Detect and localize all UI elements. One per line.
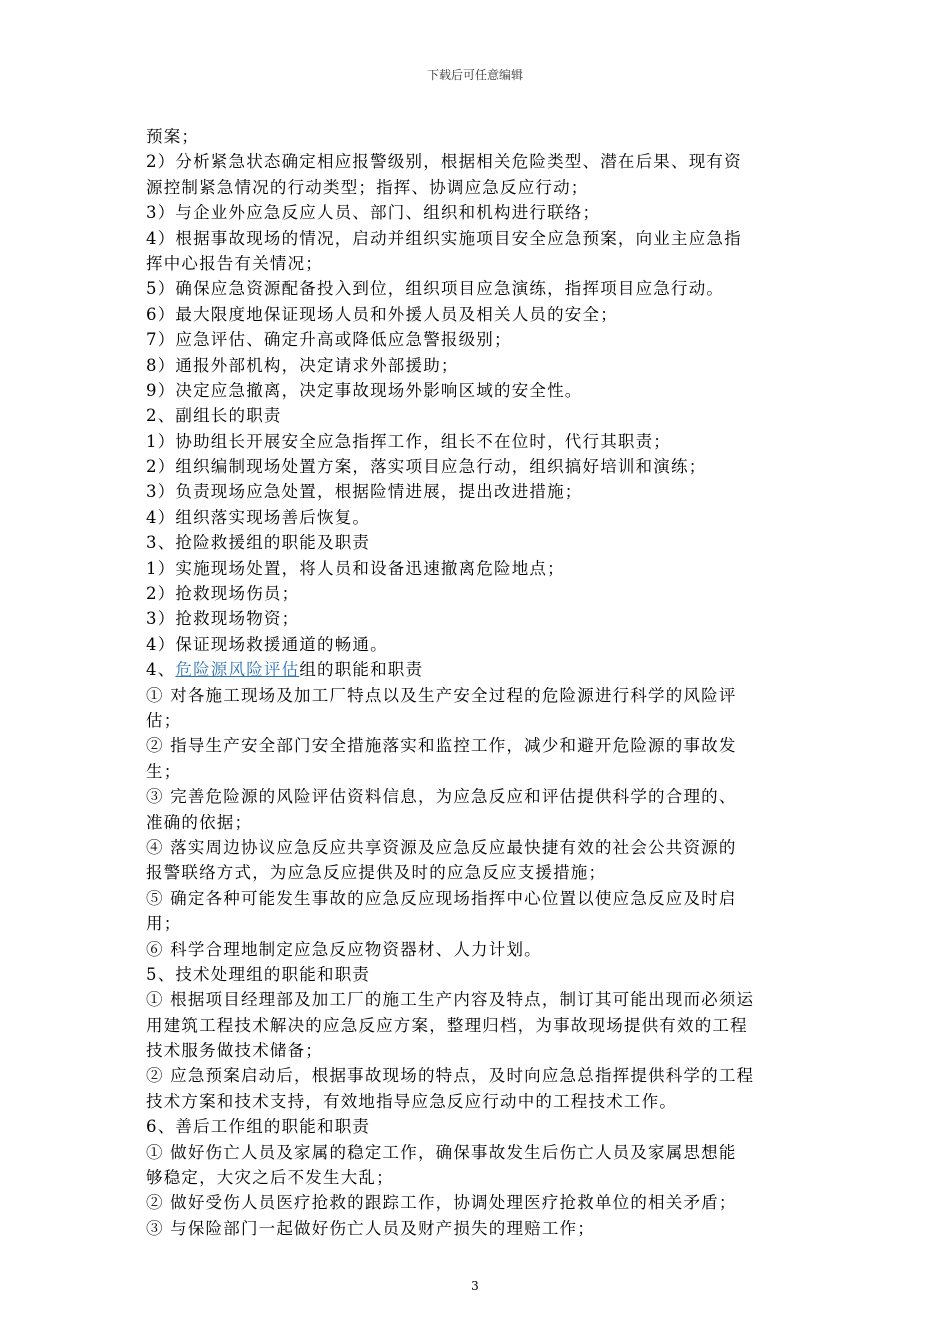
text-line: 技术服务做技术储备；: [146, 1041, 323, 1061]
text-line: 3）抢救现场物资；: [146, 609, 300, 629]
text-line: ① 做好伤亡人员及家属的稳定工作，确保事故发生后伤亡人员及家属思想能: [146, 1142, 737, 1162]
text-line: ② 指导生产安全部门安全措施落实和监控工作，减少和避开危险源的事故发: [146, 736, 737, 756]
text-line: 3）负责现场应急处置，根据险情进展，提出改进措施；: [146, 482, 583, 502]
text-line: ④ 落实周边协议应急反应共享资源及应急反应最快捷有效的社会公共资源的: [146, 837, 737, 857]
section-heading: 2、副组长的职责: [146, 406, 282, 426]
text-line: 用；: [146, 914, 182, 934]
text-line: ⑥ 科学合理地制定应急反应物资器材、人力计划。: [146, 939, 542, 959]
text-line: 2）抢救现场伤员；: [146, 584, 300, 604]
text-line: ① 根据项目经理部及加工厂的施工生产内容及特点，制订其可能出现而必须运: [146, 990, 755, 1010]
text-line: ① 对各施工现场及加工厂特点以及生产安全过程的危险源进行科学的风险评: [146, 685, 737, 705]
page-number: 3: [471, 1279, 479, 1293]
risk-assessment-link[interactable]: 危险源风险评估: [175, 660, 300, 680]
text-line: 1）实施现场处置，将人员和设备迅速撤离危险地点；: [146, 558, 565, 578]
section-heading: [146, 657, 810, 682]
text-line: 技术方案和技术支持，有效地指导应急反应行动中的工程技术工作。: [146, 1091, 677, 1111]
text-line: 4）保证现场救援通道的畅通。: [146, 634, 388, 654]
text-line: ⑤ 确定各种可能发生事故的应急反应现场指挥中心位置以使应急反应及时启: [146, 888, 737, 908]
text-line: 5）确保应急资源配备投入到位，组织项目应急演练，指挥项目应急行动。: [146, 279, 725, 299]
text-line: 1）协助组长开展安全应急指挥工作，组长不在位时，代行其职责；: [146, 431, 671, 451]
text-line: 6）最大限度地保证现场人员和外援人员及相关人员的安全；: [146, 304, 618, 324]
text-line: 4）组织落实现场善后恢复。: [146, 507, 371, 527]
text-line: 报警联络方式，为应急反应提供及时的应急反应支援措施；: [146, 863, 607, 883]
text-line: ③ 完善危险源的风险评估资料信息，为应急反应和评估提供科学的合理的、: [146, 787, 737, 807]
text-line: ② 应急预案启动后，根据事故现场的特点，及时向应急总指挥提供科学的工程: [146, 1066, 755, 1086]
text-line: ③ 与保险部门一起做好伤亡人员及财产损失的理赔工作；: [146, 1218, 595, 1238]
text-line: 挥中心报告有关情况；: [146, 253, 323, 273]
section-heading: 5、技术处理组的职能和职责: [146, 964, 371, 984]
text-line: 2）组织编制现场处置方案，落实项目应急行动，组织搞好培训和演练；: [146, 457, 707, 477]
text-line: ② 做好受伤人员医疗抢救的跟踪工作，协调处理医疗抢救单位的相关矛盾；: [146, 1193, 737, 1213]
text-line: 预案；: [146, 127, 200, 146]
text-line: 2）分析紧急状态确定相应报警级别，根据相关危险类型、潜在后果、现有资: [146, 152, 742, 172]
page-header: 下载后可任意编辑: [426, 68, 523, 82]
text-line: 9）决定应急撤离，决定事故现场外影响区域的安全性。: [146, 380, 583, 400]
section-heading: 3、抢险救援组的职能及职责: [146, 533, 371, 553]
text-line: 用建筑工程技术解决的应急反应方案，整理归档，为事故现场提供有效的工程: [146, 1015, 748, 1035]
text-line: 源控制紧急情况的行动类型；指挥、协调应急反应行动；: [146, 177, 589, 197]
text-line: 3）与企业外应急反应人员、部门、组织和机构进行联络；: [146, 203, 601, 223]
text-line: 生；: [146, 761, 182, 781]
text-line: 4）根据事故现场的情况，启动并组织实施项目安全应急预案，向业主应急指: [146, 228, 742, 248]
section-heading: 6、善后工作组的职能和职责: [146, 1117, 371, 1137]
text-line: 准确的依据；: [146, 812, 253, 832]
document-body: [146, 124, 810, 1241]
text-line: 7）应急评估、确定升高或降低应急警报级别；: [146, 330, 512, 350]
text-line: 够稳定，大灾之后不发生大乱；: [146, 1168, 394, 1188]
text-line: 8）通报外部机构，决定请求外部援助；: [146, 355, 459, 375]
section-number: 4、: [146, 660, 176, 680]
text-line: 估；: [146, 710, 182, 730]
section-title-suffix: 组的职能和职责: [299, 660, 424, 680]
